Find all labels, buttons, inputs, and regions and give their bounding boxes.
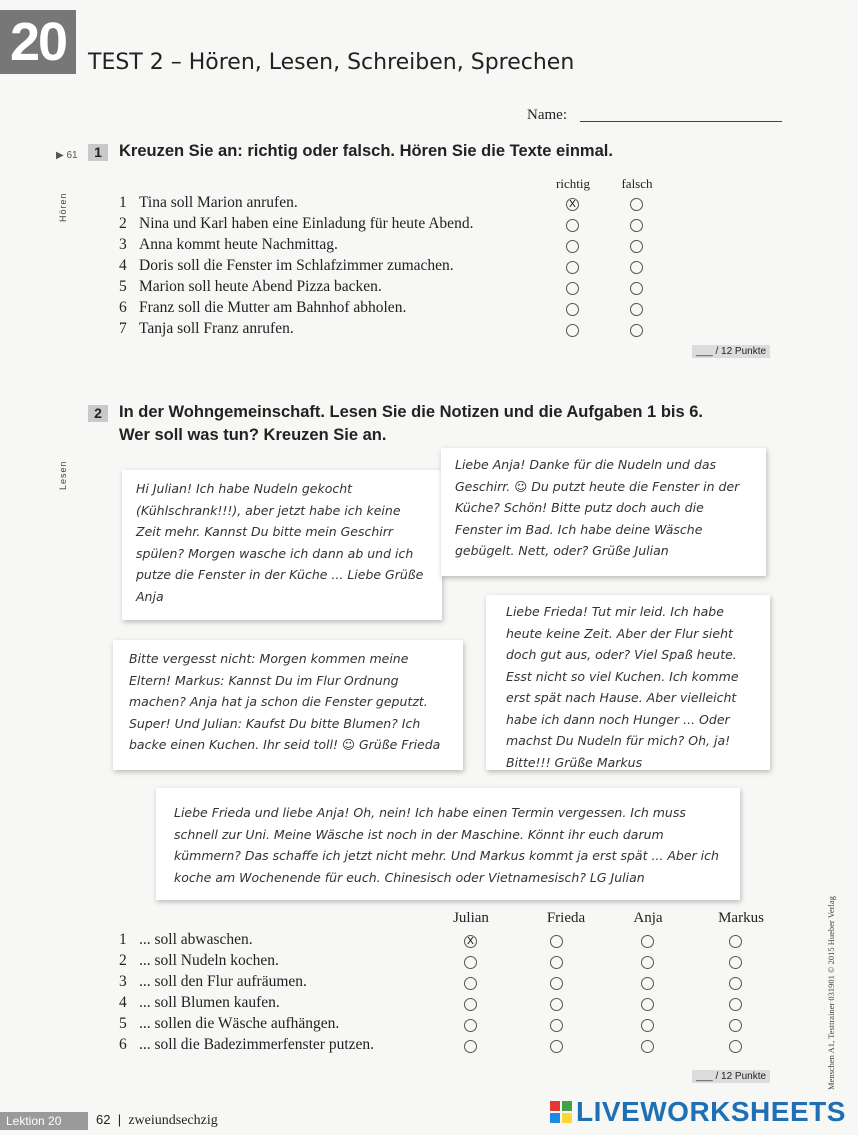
task1-row-number: 7 xyxy=(119,320,127,337)
task2-answer-circle[interactable] xyxy=(550,1019,563,1032)
section-label-hoeren: Hören xyxy=(58,192,68,222)
task2-row-text: ... soll abwaschen. xyxy=(139,931,253,948)
task1-row xyxy=(119,194,298,212)
task2-answer-circle[interactable] xyxy=(464,1040,477,1053)
task1-row-number: 4 xyxy=(119,257,127,274)
task1-row-number: 5 xyxy=(119,278,127,295)
task2-answer-circle[interactable] xyxy=(464,998,477,1011)
page-separator: | xyxy=(114,1112,125,1127)
task1-answer-circle[interactable] xyxy=(566,261,579,274)
task1-answer-circle[interactable] xyxy=(630,198,643,211)
page-number: 62 xyxy=(96,1112,111,1127)
task2-answer-circle[interactable] xyxy=(729,998,742,1011)
task1-answer-circle[interactable] xyxy=(566,324,579,337)
task1-row xyxy=(119,257,454,275)
task1-answer-circle[interactable] xyxy=(630,261,643,274)
task1-answer-circle[interactable] xyxy=(566,282,579,295)
task2-row-text: ... soll Nudeln kochen. xyxy=(139,952,279,969)
task2-row xyxy=(119,994,280,1012)
task2-answer-circle[interactable] xyxy=(729,1019,742,1032)
task2-row-number: 2 xyxy=(119,952,127,969)
task2-row xyxy=(119,952,279,970)
task2-row-number: 5 xyxy=(119,1015,127,1032)
task2-answer-circle[interactable] xyxy=(729,977,742,990)
task1-answer-circle[interactable] xyxy=(630,240,643,253)
column-markus: Markus xyxy=(718,910,764,926)
task2-row-text: ... sollen die Wäsche aufhängen. xyxy=(139,1015,340,1032)
copyright: Menschen A1, Testtrainer 031901 © 2015 Hueber Verlag xyxy=(826,896,836,1090)
task2-answer-circle[interactable]: X xyxy=(464,935,477,948)
task2-row-number: 6 xyxy=(119,1036,127,1053)
task2-score: ___ / 12 Punkte xyxy=(692,1070,770,1083)
page-word: zweiundsechzig xyxy=(128,1113,218,1128)
name-label: Name: xyxy=(527,107,567,123)
task2-row-text: ... soll den Flur aufräumen. xyxy=(139,973,307,990)
task1-row xyxy=(119,215,473,233)
task1-answer-circle[interactable] xyxy=(566,303,579,316)
task2-answer-circle[interactable] xyxy=(641,1040,654,1053)
column-julian: Julian xyxy=(453,910,489,926)
task1-row-text: Tina soll Marion anrufen. xyxy=(139,194,298,211)
task2-number: 2 xyxy=(88,405,108,422)
footer-lesson: Lektion 20 xyxy=(0,1112,88,1130)
task1-answer-circle[interactable] xyxy=(630,303,643,316)
column-falsch: falsch xyxy=(621,176,653,191)
task1-answer-circle[interactable] xyxy=(630,324,643,337)
task1-row xyxy=(119,299,406,317)
task2-answer-circle[interactable] xyxy=(550,1040,563,1053)
task2-answer-circle[interactable] xyxy=(464,977,477,990)
note-frieda: Bitte vergesst nicht: Morgen kommen meine Eltern! Markus: Kannst Du im Flur Ordnung machen? Anja hat ja schon die Fenster geputzt. Super! Und Julian: Kaufst Du bitte Blumen? Ich backe einen Kuchen. Ihr seid toll! ☺ Grüße Frieda xyxy=(113,640,463,770)
task2-row-text: ... soll die Badezimmerfenster putzen. xyxy=(139,1036,375,1053)
task1-row-text: Franz soll die Mutter am Bahnhof abholen. xyxy=(139,299,407,316)
task2-row xyxy=(119,931,253,949)
task2-row-text: ... soll Blumen kaufen. xyxy=(139,994,280,1011)
task2-answer-circle[interactable] xyxy=(641,935,654,948)
task1-row-text: Anna kommt heute Nachmittag. xyxy=(139,236,338,253)
task1-row-text: Marion soll heute Abend Pizza backen. xyxy=(139,278,382,295)
task1-answer-circle[interactable] xyxy=(630,219,643,232)
task2-answer-circle[interactable] xyxy=(641,977,654,990)
task2-row-number: 3 xyxy=(119,973,127,990)
name-input-line[interactable] xyxy=(580,121,782,122)
note-julian-1: Liebe Anja! Danke für die Nudeln und das Geschirr. ☺ Du putzt heute die Fenster in der Küche? Schön! Bitte putz doch auch die Fenster im Bad. Ich habe deine Wäsche gebügelt. Nett, oder? Grüße Julian xyxy=(441,448,766,576)
task2-instruction-line1: In der Wohngemeinschaft. Lesen Sie die Notizen und die Aufgaben 1 bis 6. xyxy=(119,403,704,421)
task2-answer-circle[interactable] xyxy=(464,956,477,969)
task1-row-number: 6 xyxy=(119,299,127,316)
task1-row xyxy=(119,236,338,254)
note-anja: Hi Julian! Ich habe Nudeln gekocht (Kühlschrank!!!), aber jetzt habe ich keine Zeit mehr. Kannst Du bitte mein Geschirr spülen? Morgen wasche ich dann ab und ich putze die Fenster in der Küche ... Liebe Grüße Anja xyxy=(122,470,442,620)
task2-answer-circle[interactable] xyxy=(729,935,742,948)
task2-answer-circle[interactable] xyxy=(641,998,654,1011)
task1-row xyxy=(119,278,382,296)
task1-number: 1 xyxy=(88,144,108,161)
task1-answer-circle[interactable] xyxy=(566,240,579,253)
task2-row xyxy=(119,1015,339,1033)
task1-row-number: 2 xyxy=(119,215,127,232)
column-frieda: Frieda xyxy=(546,910,586,926)
task1-row-text: Nina und Karl haben eine Einladung für heute Abend. xyxy=(139,215,474,232)
task2-answer-circle[interactable] xyxy=(729,956,742,969)
task1-row-text: Doris soll die Fenster im Schlafzimmer zumachen. xyxy=(139,257,454,274)
task2-answer-circle[interactable] xyxy=(550,977,563,990)
audio-track-ref: ▶ 61 xyxy=(56,150,78,161)
note-markus: Liebe Frieda! Tut mir leid. Ich habe heute keine Zeit. Aber der Flur sieht doch gut aus, oder? Viel Spaß heute. Esst nicht so viel Kuchen. Ich komme erst spät nach Hause. Aber vielleicht habe ich dann noch Hunger ... Oder machst Du Nudeln für mich? Oh, ja! Bitte!!! Grüße Markus xyxy=(486,595,770,770)
liveworksheets-watermark: LIVEWORKSHEETS xyxy=(576,1096,846,1127)
task2-answer-circle[interactable] xyxy=(550,956,563,969)
column-anja: Anja xyxy=(633,910,663,926)
task2-answer-circle[interactable] xyxy=(550,998,563,1011)
task2-row-number: 4 xyxy=(119,994,127,1011)
section-label-lesen: Lesen xyxy=(58,460,68,490)
task1-instruction: Kreuzen Sie an: richtig oder falsch. Hören Sie die Texte einmal. xyxy=(119,142,613,160)
task2-instruction-line2: Wer soll was tun? Kreuzen Sie an. xyxy=(119,426,387,444)
task2-answer-circle[interactable] xyxy=(641,956,654,969)
lesson-number-box: 20 xyxy=(0,10,76,74)
task1-row-text: Tanja soll Franz anrufen. xyxy=(139,320,294,337)
note-julian-2: Liebe Frieda und liebe Anja! Oh, nein! Ich habe einen Termin vergessen. Ich muss schnell zur Uni. Meine Wäsche ist noch in der Maschine. Könnt ihr euch darum kümmern? Das schaffe ich jetzt nicht mehr. Und Markus kommt ja erst spät ... Aber ich koche am Wochenende für euch. Chinesisch oder Vietnamesisch? LG Julian xyxy=(156,788,740,900)
task2-row xyxy=(119,1036,374,1054)
task2-answer-circle[interactable] xyxy=(641,1019,654,1032)
task1-row-number: 1 xyxy=(119,194,127,211)
task1-row xyxy=(119,320,294,338)
task2-answer-circle[interactable] xyxy=(464,1019,477,1032)
liveworksheets-logo-icon xyxy=(550,1101,572,1123)
page-title: TEST 2 – Hören, Lesen, Schreiben, Sprechen xyxy=(88,50,575,75)
task2-row xyxy=(119,973,307,991)
task2-answer-circle[interactable] xyxy=(550,935,563,948)
task1-answer-circle[interactable]: X xyxy=(566,198,579,211)
task2-row-number: 1 xyxy=(119,931,127,948)
column-richtig: richtig xyxy=(556,176,590,191)
task2-answer-circle[interactable] xyxy=(729,1040,742,1053)
task1-row-number: 3 xyxy=(119,236,127,253)
task1-answer-circle[interactable] xyxy=(630,282,643,295)
task1-answer-circle[interactable] xyxy=(566,219,579,232)
task1-score: ___ / 12 Punkte xyxy=(692,345,770,358)
footer-page xyxy=(96,1112,218,1129)
